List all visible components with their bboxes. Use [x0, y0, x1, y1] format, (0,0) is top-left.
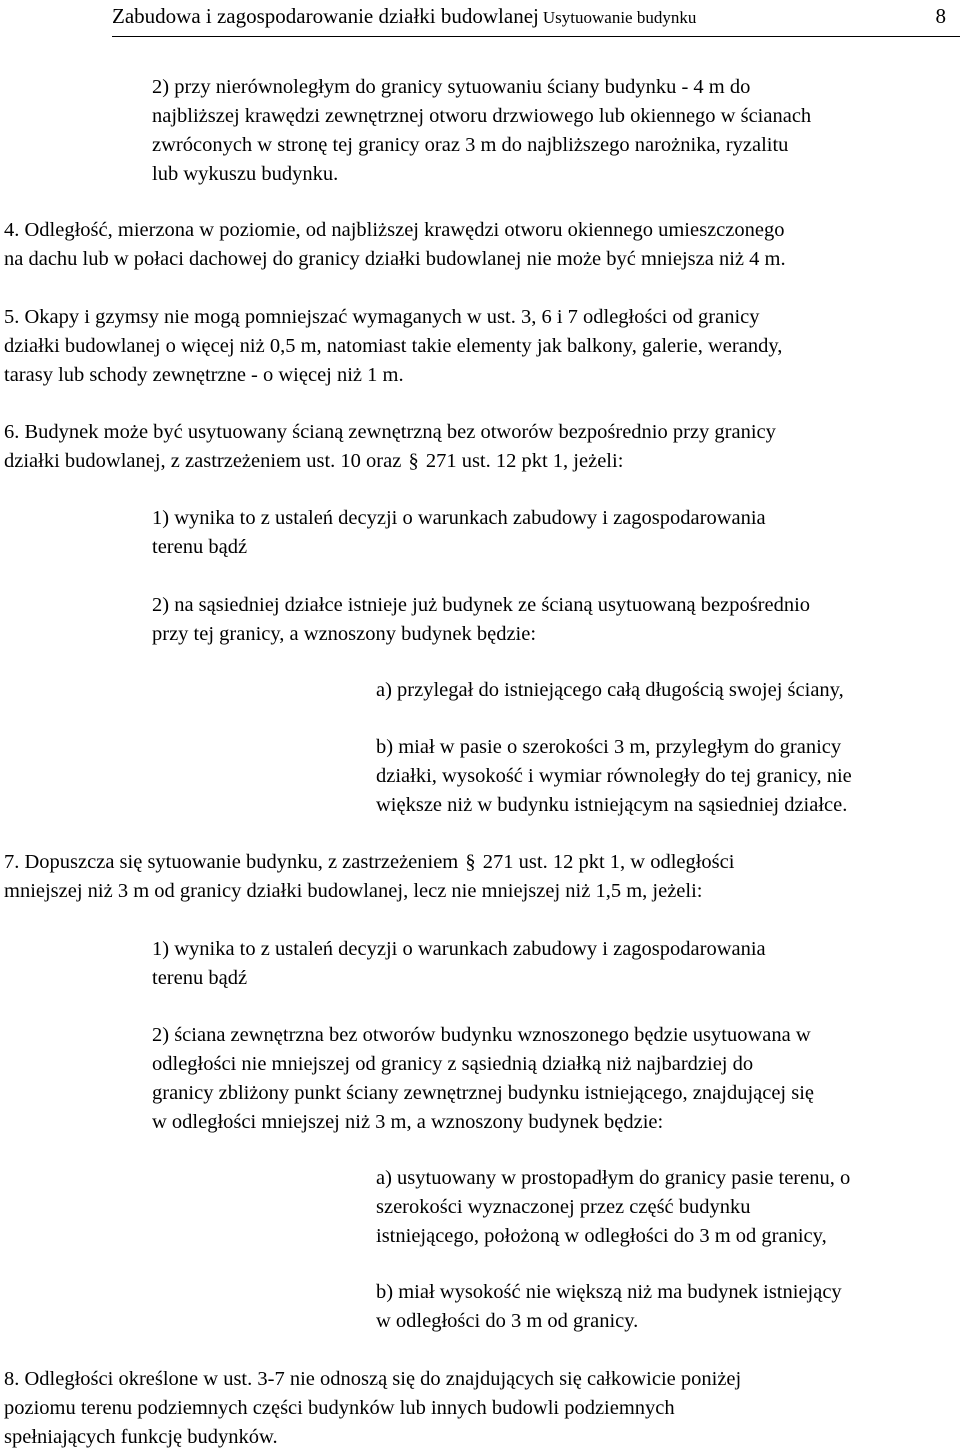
paragraph-7-item-1 — [152, 935, 766, 993]
paragraph-7-item-2 — [152, 1021, 814, 1137]
text-line: 5. Okapy i gzymsy nie mogą pomniejszać wymaganych w ust. 3, 6 i 7 odległości od granicy — [4, 306, 760, 328]
text-segment: 7. Dopuszcza się sytuowanie budynku, z zastrzeżeniem — [4, 851, 459, 873]
text-line: w odległości mniejszej niż 3 m, a wznoszony budynek będzie: — [152, 1111, 664, 1133]
text-line: terenu bądź — [152, 536, 248, 558]
text-line: lub wykuszu budynku. — [152, 163, 339, 185]
text-line: najbliższej krawędzi zewnętrznej otworu drzwiowego lub okiennego w ścianach — [152, 105, 812, 127]
text-line: przy tej granicy, a wznoszony budynek będzie: — [152, 623, 537, 645]
paragraph-6-item-1 — [152, 504, 766, 562]
header-subtitle: Usytuowanie budynku — [542, 8, 697, 27]
text-line: spełniających funkcję budynków. — [4, 1426, 278, 1448]
paragraph-6 — [4, 418, 776, 476]
text-line: b) miał w pasie o szerokości 3 m, przyległym do granicy — [376, 736, 842, 758]
text-line: mniejszej niż 3 m od granicy działki budowlanej, lecz nie mniejszej niż 1,5 m, jeżeli: — [4, 880, 703, 902]
text-line — [4, 447, 776, 476]
text-line: b) miał wysokość nie większą niż ma budynek istniejący — [376, 1281, 842, 1303]
section-sign: § — [465, 851, 476, 873]
text-line — [4, 848, 734, 877]
text-line: 1) wynika to z ustaleń decyzji o warunkach zabudowy i zagospodarowania — [152, 507, 766, 529]
page-header — [112, 0, 960, 37]
paragraph-item-2-continued — [152, 73, 811, 189]
text-line: terenu bądź — [152, 967, 248, 989]
header-title — [112, 4, 696, 29]
paragraph-6-item-2b — [376, 733, 852, 820]
text-segment: działki budowlanej, z zastrzeżeniem ust. 10 oraz — [4, 450, 402, 472]
text-segment: 271 ust. 12 pkt 1, w odległości — [482, 851, 735, 873]
text-line: 1) wynika to z ustaleń decyzji o warunkach zabudowy i zagospodarowania — [152, 938, 766, 960]
header-title-text: Zabudowa i zagospodarowanie działki budowlanej — [112, 4, 539, 28]
text-line: 4. Odległość, mierzona w poziomie, od najbliższej krawędzi otworu okiennego umieszczonego — [4, 219, 785, 241]
paragraph-7-item-2a — [376, 1164, 850, 1251]
section-sign: § — [408, 450, 419, 472]
paragraph-7 — [4, 848, 734, 906]
text-line: granicy zbliżony punkt ściany zewnętrznej budynku istniejącego, znajdującej się — [152, 1082, 815, 1104]
text-line: zwróconych w stronę tej granicy oraz 3 m do najbliższego narożnika, ryzalitu — [152, 134, 789, 156]
paragraph-8 — [4, 1365, 741, 1452]
text-line: działki, wysokość i wymiar równoległy do tej granicy, nie — [376, 765, 852, 787]
text-line: działki budowlanej o więcej niż 0,5 m, natomiast takie elementy jak balkony, galerie, werandy, — [4, 335, 783, 357]
paragraph-4 — [4, 216, 786, 274]
text-line: a) przylegał do istniejącego całą długością swojej ściany, — [376, 679, 844, 701]
text-line: 2) ściana zewnętrzna bez otworów budynku wznoszonego będzie usytuowana w — [152, 1024, 811, 1046]
paragraph-6-item-2 — [152, 591, 810, 649]
paragraph-6-item-2a — [376, 676, 844, 705]
text-segment: 271 ust. 12 pkt 1, jeżeli: — [425, 450, 624, 472]
page-number: 8 — [935, 4, 946, 28]
text-line: a) usytuowany w prostopadłym do granicy pasie terenu, o — [376, 1167, 851, 1189]
text-line: istniejącego, położoną w odległości do 3 m od granicy, — [376, 1225, 827, 1247]
text-line: odległości nie mniejszej od granicy z sąsiednią działką niż najbardziej do — [152, 1053, 754, 1075]
text-line: 2) na sąsiedniej działce istnieje już budynek ze ścianą usytuowaną bezpośrednio — [152, 594, 811, 616]
text-line: 8. Odległości określone w ust. 3-7 nie odnoszą się do znajdujących się całkowicie poniżej — [4, 1368, 742, 1390]
text-line: szerokości wyznaczonej przez część budynku — [376, 1196, 751, 1218]
text-line: w odległości do 3 m od granicy. — [376, 1310, 639, 1332]
text-line: większe niż w budynku istniejącym na sąsiedniej działce. — [376, 794, 848, 816]
text-line: na dachu lub w połaci dachowej do granicy działki budowlanej nie może być mniejsza niż 4 m. — [4, 248, 786, 270]
text-line: 2) przy nierównoległym do granicy sytuowaniu ściany budynku - 4 m do — [152, 76, 751, 98]
text-line: tarasy lub schody zewnętrzne - o więcej niż 1 m. — [4, 364, 404, 386]
text-line: 6. Budynek może być usytuowany ścianą zewnętrzną bez otworów bezpośrednio przy granicy — [4, 421, 776, 443]
paragraph-7-item-2b — [376, 1278, 842, 1336]
paragraph-5 — [4, 303, 782, 390]
text-line: poziomu terenu podziemnych części budynków lub innych budowli podziemnych — [4, 1397, 675, 1419]
